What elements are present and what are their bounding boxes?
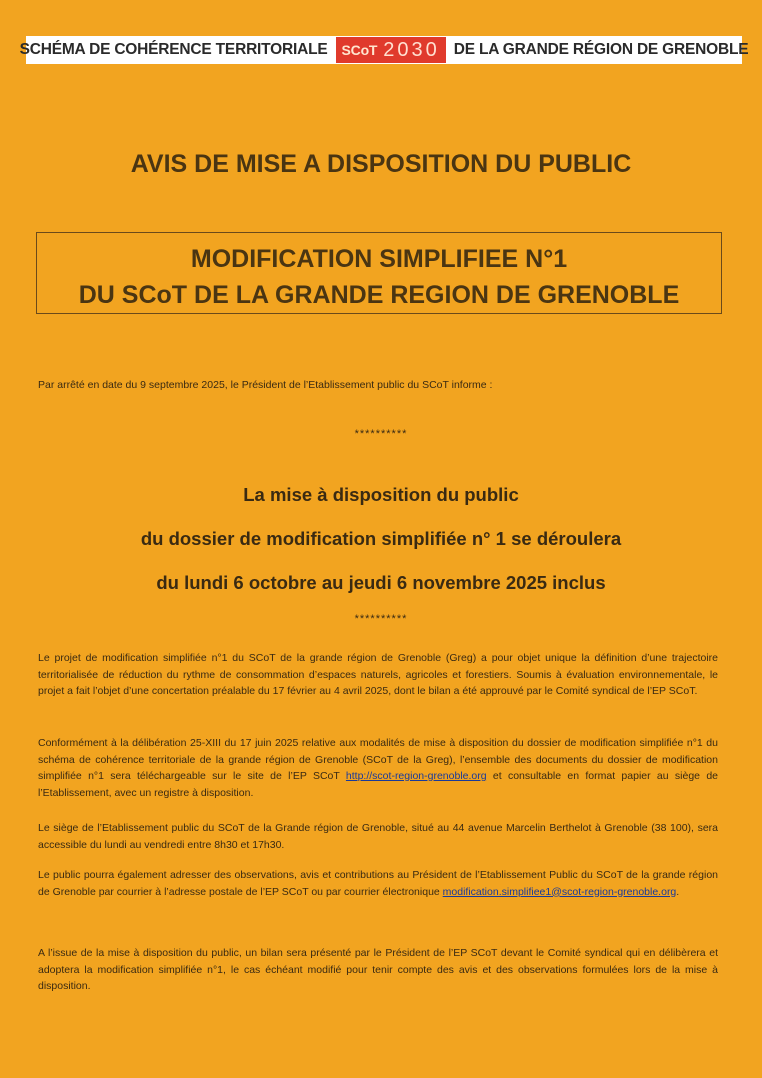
separator-stars-1: ********** [354, 428, 408, 440]
dispo-line-2: du dossier de modification simplifiée n° 1 se déroulera [140, 528, 622, 549]
scot-2030-logo [336, 37, 446, 63]
website-link[interactable]: http://scot-region-grenoble.org [345, 770, 487, 782]
header-left-text: SCHÉMA DE COHÉRENCE TERRITORIALE [19, 41, 328, 58]
notice-title: AVIS DE MISE A DISPOSITION DU PUBLIC [130, 150, 632, 178]
modification-title-box [36, 232, 722, 314]
header-right-text: DE LA GRANDE RÉGION DE GRENOBLE [453, 41, 749, 58]
paragraph-project: Le projet de modification simplifiée n°1 du SCoT de la grande région de Grenoble (Greg) a pour objet unique la définition d’une trajectoire territorialisée de réduction du rythme de consommation d’espaces naturels, agricoles et forestiers. Soumis à évaluation environnementale, le projet a fait l’objet d’une concertation préalable du 17 février au 4 avril 2025, dont le bilan a été approuvé par le Comité syndical de l’EP SCoT. [38, 652, 718, 697]
paragraph-bilan: A l’issue de la mise à disposition du public, un bilan sera présenté par le Président de l’EP SCoT devant le Comité syndical qui en délibèrera et adoptera la modification simplifiée n°1, le cas échéant modifié pour tenir compte des avis et des observations formulées lors de la mise à disposition. [38, 947, 718, 992]
header-banner [19, 36, 749, 64]
dispo-line-3: du lundi 6 octobre au jeudi 6 novembre 2025 inclus [156, 572, 606, 593]
paragraph-deliberation-text: Conformément à la délibération 25-XIII du 17 juin 2025 relative aux modalités de mise à disposition du dossier de modification simplifiée n°1 du schéma de cohérence territoriale de la grande région de Grenoble (SCoT de la Greg), l’ensemble des documents du dossier de modification simplifiée n°1 sera téléchargeable sur le site de l’EP SCoT [38, 737, 718, 782]
paragraph-observations-text: Le public pourra également adresser des observations, avis et contributions au Président de l’Etablissement Public du SCoT de la grande région de Grenoble par courrier à l’adresse postale de l’EP SCoT ou par courrier électronique [38, 869, 718, 898]
box-line-1: MODIFICATION SIMPLIFIEE N°1 [190, 245, 568, 273]
paragraph-deliberation [38, 735, 718, 801]
separator-stars-2: ********** [354, 613, 408, 625]
email-link[interactable]: modification.simplifiee1@scot-region-grenoble.org [442, 885, 677, 898]
logo-year-text: 2030 [383, 38, 440, 61]
paragraph-siege: Le siège de l’Etablissement public du SCoT de la Grande région de Grenoble, situé au 44 avenue Marcelin Berthelot à Grenoble (38 100), sera accessible du lundi au vendredi entre 8h30 et 17h30. [38, 822, 718, 851]
logo-scot-text: SCoT [341, 42, 378, 58]
paragraph-deliberation-after: et consultable en format papier au siège de l’Etablissement, avec un registre à disposition. [38, 770, 718, 799]
paragraph-observations [38, 867, 718, 900]
dispo-line-1: La mise à disposition du public [243, 484, 519, 505]
intro-text: Par arrêté en date du 9 septembre 2025, le Président de l’Etablissement public du SCoT informe : [38, 379, 493, 391]
box-line-2: DU SCoT DE LA GRANDE REGION DE GRENOBLE [78, 281, 680, 309]
paragraph-observations-after: . [676, 885, 680, 898]
